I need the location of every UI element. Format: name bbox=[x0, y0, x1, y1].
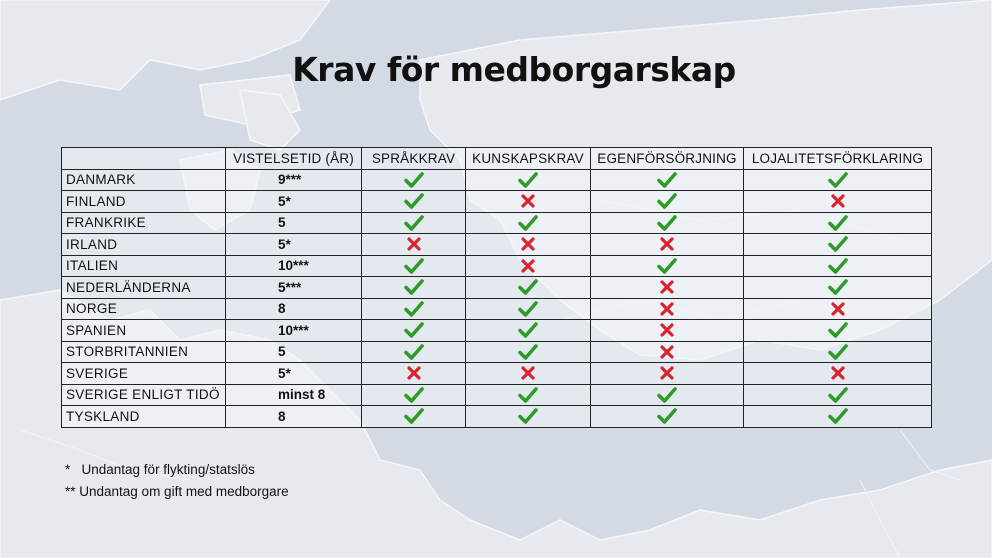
header-row bbox=[62, 148, 932, 170]
table-row bbox=[62, 191, 932, 213]
country-cell: IRLAND bbox=[62, 234, 226, 256]
requirement-cell bbox=[744, 277, 932, 299]
footnotes bbox=[65, 459, 289, 503]
header-cell: SPRÅKKRAV bbox=[362, 148, 466, 170]
table-row bbox=[62, 363, 932, 385]
check-icon bbox=[828, 214, 848, 232]
check-icon bbox=[828, 321, 848, 339]
requirement-cell bbox=[744, 363, 932, 385]
check-icon bbox=[404, 214, 424, 232]
requirement-cell bbox=[591, 255, 744, 277]
check-icon bbox=[404, 343, 424, 361]
footnote: ** Undantag om gift med medborgare bbox=[65, 484, 289, 499]
requirement-cell bbox=[466, 363, 591, 385]
cross-icon bbox=[657, 300, 677, 318]
country-cell: TYSKLAND bbox=[62, 406, 226, 428]
check-icon bbox=[828, 278, 848, 296]
cross-icon bbox=[828, 300, 848, 318]
table-row bbox=[62, 212, 932, 234]
requirement-cell bbox=[591, 320, 744, 342]
country-cell: DANMARK bbox=[62, 169, 226, 191]
requirement-cell bbox=[744, 406, 932, 428]
cross-icon bbox=[657, 278, 677, 296]
check-icon bbox=[404, 192, 424, 210]
country-cell: SPANIEN bbox=[62, 320, 226, 342]
check-icon bbox=[828, 407, 848, 425]
residence-years-cell: 8 bbox=[226, 406, 362, 428]
residence-years-cell: 10*** bbox=[226, 255, 362, 277]
cross-icon bbox=[404, 364, 424, 382]
table-row bbox=[62, 320, 932, 342]
country-cell: SVERIGE ENLIGT TIDÖ bbox=[62, 384, 226, 406]
requirement-cell bbox=[466, 277, 591, 299]
check-icon bbox=[404, 300, 424, 318]
residence-years-cell: minst 8 bbox=[226, 384, 362, 406]
check-icon bbox=[518, 386, 538, 404]
country-cell: STORBRITANNIEN bbox=[62, 341, 226, 363]
country-cell: FINLAND bbox=[62, 191, 226, 213]
requirement-cell bbox=[591, 212, 744, 234]
cross-icon bbox=[657, 321, 677, 339]
cross-icon bbox=[657, 364, 677, 382]
residence-years-cell: 8 bbox=[226, 298, 362, 320]
check-icon bbox=[518, 214, 538, 232]
check-icon bbox=[404, 386, 424, 404]
header-cell: EGENFÖRSÖRJNING bbox=[591, 148, 744, 170]
requirement-cell bbox=[591, 363, 744, 385]
requirement-cell bbox=[466, 341, 591, 363]
requirement-cell bbox=[362, 363, 466, 385]
requirement-cell bbox=[466, 255, 591, 277]
cross-icon bbox=[404, 235, 424, 253]
check-icon bbox=[657, 214, 677, 232]
requirement-cell bbox=[362, 320, 466, 342]
requirement-cell bbox=[591, 384, 744, 406]
check-icon bbox=[828, 171, 848, 189]
cross-icon bbox=[828, 364, 848, 382]
residence-years-cell: 10*** bbox=[226, 320, 362, 342]
check-icon bbox=[657, 407, 677, 425]
requirement-cell bbox=[466, 298, 591, 320]
country-cell: ITALIEN bbox=[62, 255, 226, 277]
requirement-cell bbox=[362, 277, 466, 299]
requirement-cell bbox=[466, 320, 591, 342]
country-cell: NEDERLÄNDERNA bbox=[62, 277, 226, 299]
country-cell: NORGE bbox=[62, 298, 226, 320]
residence-years-cell: 5* bbox=[226, 234, 362, 256]
requirement-cell bbox=[744, 191, 932, 213]
residence-years-cell: 5 bbox=[226, 341, 362, 363]
requirement-cell bbox=[466, 406, 591, 428]
requirement-cell bbox=[362, 384, 466, 406]
check-icon bbox=[657, 257, 677, 275]
requirement-cell bbox=[744, 169, 932, 191]
residence-years-cell: 9*** bbox=[226, 169, 362, 191]
check-icon bbox=[657, 171, 677, 189]
requirement-cell bbox=[591, 341, 744, 363]
header-cell bbox=[62, 148, 226, 170]
table-row bbox=[62, 384, 932, 406]
header-cell: KUNSKAPSKRAV bbox=[466, 148, 591, 170]
check-icon bbox=[404, 257, 424, 275]
requirement-cell bbox=[362, 234, 466, 256]
check-icon bbox=[657, 192, 677, 210]
table-row bbox=[62, 341, 932, 363]
requirement-cell bbox=[744, 341, 932, 363]
check-icon bbox=[657, 386, 677, 404]
cross-icon bbox=[828, 192, 848, 210]
residence-years-cell: 5* bbox=[226, 363, 362, 385]
country-cell: FRANKRIKE bbox=[62, 212, 226, 234]
header-cell: VISTELSETID (ÅR) bbox=[226, 148, 362, 170]
cross-icon bbox=[518, 192, 538, 210]
requirement-cell bbox=[744, 320, 932, 342]
cross-icon bbox=[657, 235, 677, 253]
table-row bbox=[62, 277, 932, 299]
requirement-cell bbox=[744, 234, 932, 256]
page-title: Krav för medborgarskap bbox=[292, 50, 736, 89]
check-icon bbox=[828, 343, 848, 361]
requirement-cell bbox=[591, 191, 744, 213]
check-icon bbox=[404, 278, 424, 296]
table-row bbox=[62, 234, 932, 256]
requirement-cell bbox=[591, 277, 744, 299]
requirement-cell bbox=[744, 212, 932, 234]
requirement-cell bbox=[466, 234, 591, 256]
check-icon bbox=[828, 257, 848, 275]
requirement-cell bbox=[591, 234, 744, 256]
requirement-cell bbox=[362, 341, 466, 363]
requirement-cell bbox=[466, 169, 591, 191]
check-icon bbox=[518, 278, 538, 296]
requirement-cell bbox=[591, 298, 744, 320]
requirement-cell bbox=[362, 212, 466, 234]
table-row bbox=[62, 169, 932, 191]
residence-years-cell: 5 bbox=[226, 212, 362, 234]
requirement-cell bbox=[591, 169, 744, 191]
requirement-cell bbox=[466, 212, 591, 234]
check-icon bbox=[828, 386, 848, 404]
check-icon bbox=[518, 407, 538, 425]
check-icon bbox=[828, 235, 848, 253]
requirement-cell bbox=[362, 406, 466, 428]
requirement-cell bbox=[466, 384, 591, 406]
residence-years-cell: 5* bbox=[226, 191, 362, 213]
residence-years-cell: 5*** bbox=[226, 277, 362, 299]
requirement-cell bbox=[362, 298, 466, 320]
check-icon bbox=[518, 171, 538, 189]
requirement-cell bbox=[744, 298, 932, 320]
requirement-cell bbox=[466, 191, 591, 213]
requirement-cell bbox=[591, 406, 744, 428]
cross-icon bbox=[518, 257, 538, 275]
cross-icon bbox=[518, 364, 538, 382]
cross-icon bbox=[518, 235, 538, 253]
requirement-cell bbox=[362, 255, 466, 277]
check-icon bbox=[518, 343, 538, 361]
table-row bbox=[62, 298, 932, 320]
requirement-cell bbox=[362, 191, 466, 213]
cross-icon bbox=[657, 343, 677, 361]
requirement-cell bbox=[744, 384, 932, 406]
requirement-cell bbox=[744, 255, 932, 277]
check-icon bbox=[518, 300, 538, 318]
requirement-cell bbox=[362, 169, 466, 191]
check-icon bbox=[404, 407, 424, 425]
country-cell: SVERIGE bbox=[62, 363, 226, 385]
check-icon bbox=[404, 171, 424, 189]
citizenship-requirements-table bbox=[61, 147, 932, 428]
check-icon bbox=[404, 321, 424, 339]
table-row bbox=[62, 255, 932, 277]
table-row bbox=[62, 406, 932, 428]
header-cell: LOJALITETSFÖRKLARING bbox=[744, 148, 932, 170]
check-icon bbox=[518, 321, 538, 339]
footnote: * Undantag för flykting/statslös bbox=[65, 462, 255, 477]
